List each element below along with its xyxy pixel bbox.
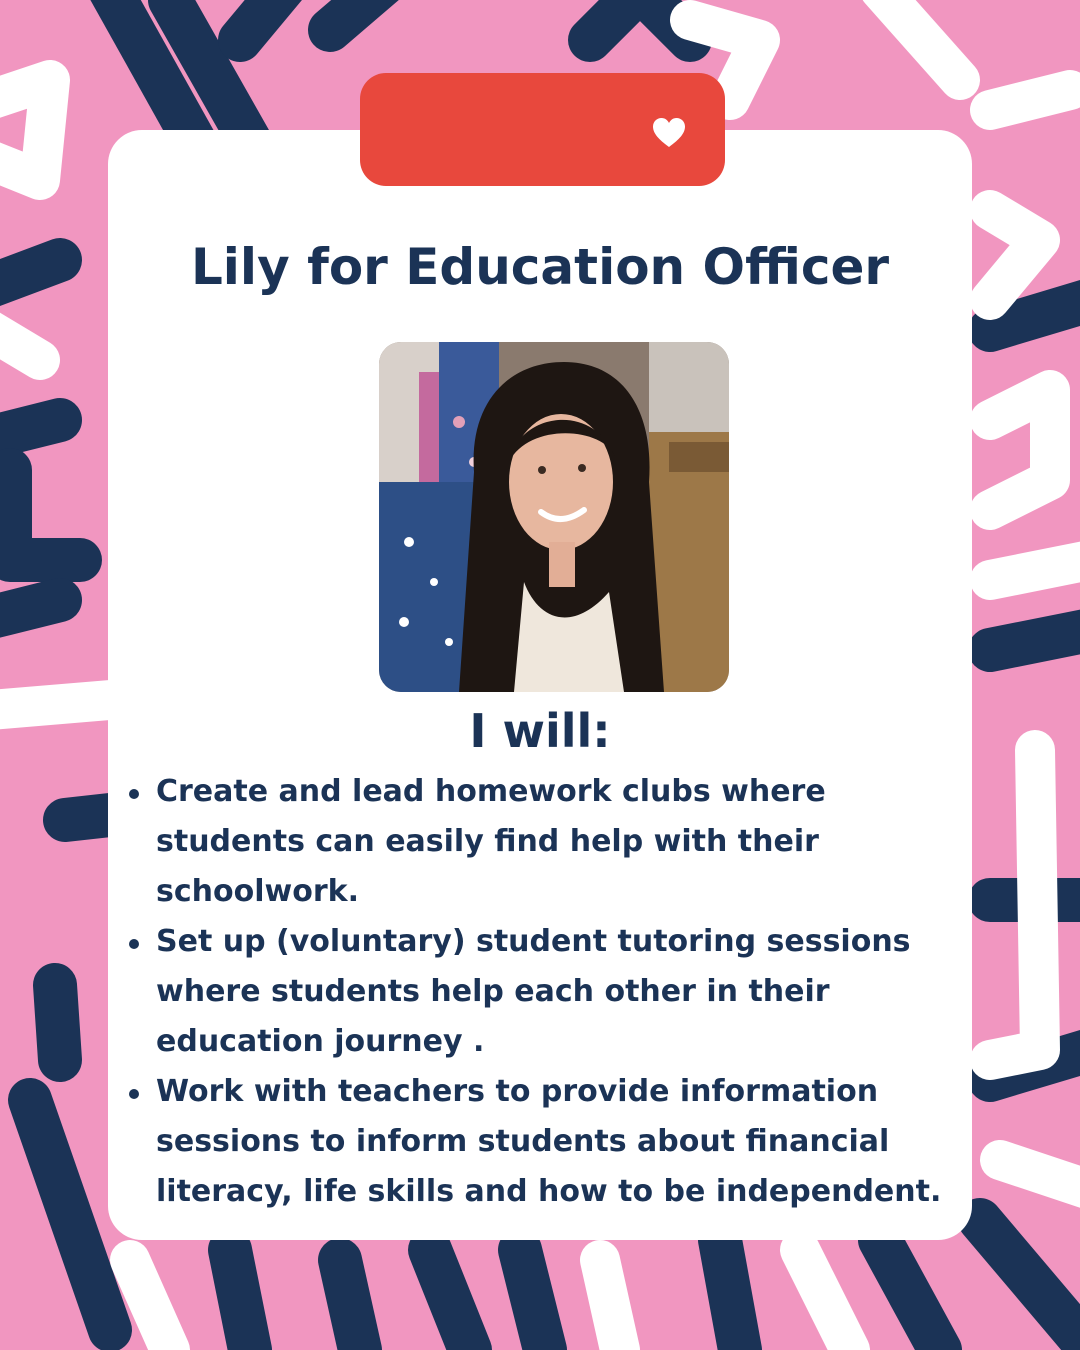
candidate-photo [379, 342, 729, 692]
heart-icon [652, 117, 686, 149]
list-item: Set up (voluntary) student tutoring sessions where students help each other in their education journey . [156, 917, 964, 1067]
pledge-heading: I will: [469, 704, 611, 758]
poster-title: Lily for Education Officer [190, 238, 890, 296]
pledge-list [156, 767, 964, 1217]
header-tab [360, 73, 725, 186]
list-item: Work with teachers to provide information sessions to inform students about financial literacy, life skills and how to be independent. [156, 1067, 964, 1217]
list-item: Create and lead homework clubs where students can easily find help with their schoolwork. [156, 767, 964, 917]
